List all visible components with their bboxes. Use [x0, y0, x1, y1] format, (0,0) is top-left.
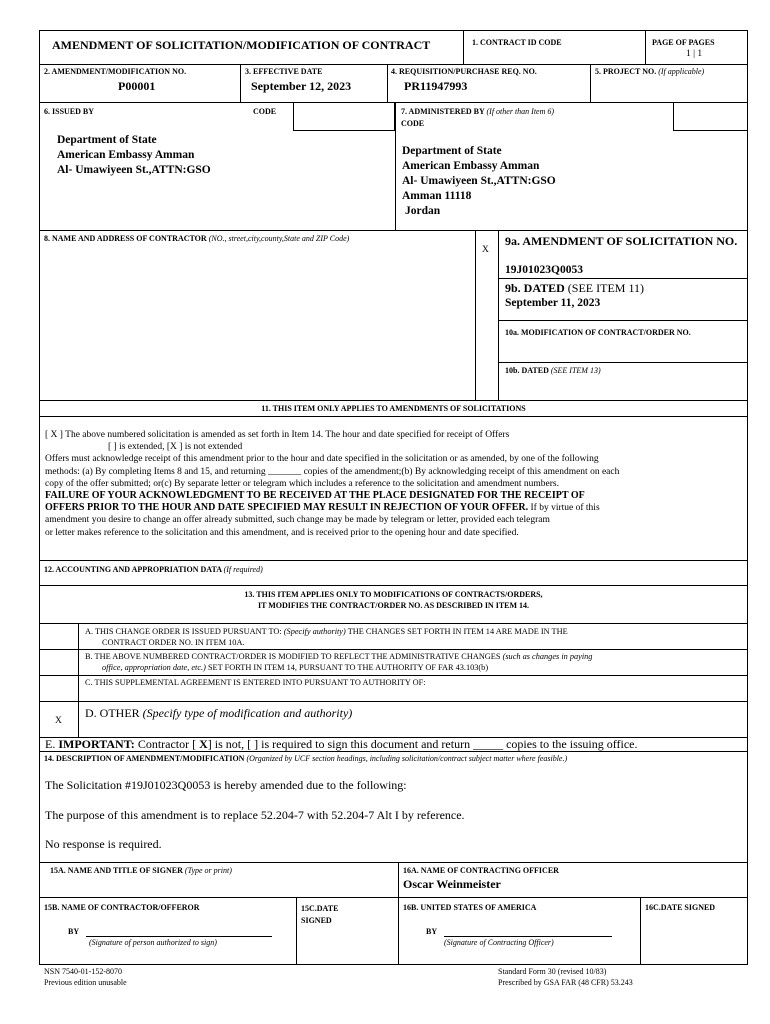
issued-by-code-label: CODE: [253, 107, 277, 116]
administered-code-box: [673, 102, 748, 131]
item16c-label: 16C.DATE SIGNED: [645, 903, 716, 912]
item15b-label: 15B. NAME OF CONTRACTOR/OFFEROR: [44, 903, 200, 912]
contract-id-code-label: 1. CONTRACT ID CODE: [472, 38, 562, 47]
item13-option-d: D. OTHER (Specify type of modification and authority): [85, 706, 353, 720]
item16a-value: Oscar Weinmeister: [403, 877, 501, 891]
issued-by-label: 6. ISSUED BY: [44, 107, 95, 116]
item11-body: [ X ] The above numbered solicitation is amended as set forth in Item 14. The hour and date specified for receipt of Offers [ ] is extended, [X ] is not extended Offers must acknowledge receipt of this amendment prior to the hour and date specified in the solicitation or as amended, by one of the following methods: (a) By completing Items 8 and 15, and returning _______ copies of the amendment;(b) By acknowledging receipt of this amendment on each copy of the offer submitted; or(c) By separate letter or telegram which includes a reference to the solicitation and amendment numbers. FAILURE OF YOUR ACKNOWLEDGMENT TO BE RECEIVED AT THE PLACE DESIGNATED FOR THE RECEIPT OF OFFERS PRIOR TO THE HOUR AND DATE SPECIFIED MAY RESULT IN REJECTION OF YOUR OFFER. If by virtue of this amendment you desire to change an offer already submitted, such change may be made by telegram or letter, provided each telegram or letter makes reference to the solicitation and this amendment, and is received prior to the opening hour and date specified.: [45, 430, 620, 538]
item16b-signature-line[interactable]: [444, 936, 612, 937]
issued-by-address: Department of State American Embassy Amman Al- Umawiyeen St.,ATTN:GSO: [57, 134, 211, 176]
form-title: AMENDMENT OF SOLICITATION/MODIFICATION OF CONTRACT: [52, 38, 431, 52]
item15a-label: 15A. NAME AND TITLE OF SIGNER (Type or print): [50, 866, 232, 875]
item13-d-checkbox[interactable]: X: [55, 716, 62, 726]
item16b-label: 16B. UNITED STATES OF AMERICA: [403, 903, 537, 912]
item9a-value: 19J01023Q0053: [505, 264, 583, 276]
administered-code-label: CODE: [401, 119, 425, 128]
item9a-label: 9a. AMENDMENT OF SOLICITATION NO.: [505, 234, 738, 248]
item-e-important: E. IMPORTANT: Contractor [ X] is not, [ ] is required to sign this document and return _____ copies to the issuing office.: [45, 737, 638, 751]
item16a-label: 16A. NAME OF CONTRACTING OFFICER: [403, 866, 559, 875]
item15b-sig-hint: (Signature of person authorized to sign): [89, 938, 217, 947]
administered-by-label: 7. ADMINISTERED BY (If other than Item 6): [401, 107, 555, 116]
effective-date-label: 3. EFFECTIVE DATE: [245, 67, 323, 76]
item14-line1: The Solicitation #19J01023Q0053 is hereby amended due to the following:: [45, 778, 407, 792]
item12-label: 12. ACCOUNTING AND APPROPRIATION DATA (If required): [44, 565, 263, 574]
page-label: PAGE OF PAGES: [652, 38, 715, 47]
requisition-label: 4. REQUISITION/PURCHASE REQ. NO.: [391, 67, 537, 76]
item13-option-a: A. THIS CHANGE ORDER IS ISSUED PURSUANT TO: (Specify authority) THE CHANGES SET FORTH IN ITEM 14 ARE MADE IN THE CONTRACT ORDER NO. IN ITEM 10A.: [85, 627, 568, 647]
item13-heading: 13. THIS ITEM APPLIES ONLY TO MODIFICATIONS OF CONTRACTS/ORDERS, IT MODIFIES THE CONTRACT/ORDER NO. AS DESCRIBED IN ITEM 14.: [244, 590, 543, 610]
footer-right: Standard Form 30 (revised 10/83) Prescribed by GSA FAR (48 CFR) 53.243: [498, 967, 633, 987]
requisition-value: PR11947993: [404, 79, 468, 93]
item15b-by: BY: [68, 927, 80, 936]
item10a-label: 10a. MODIFICATION OF CONTRACT/ORDER NO.: [505, 328, 691, 337]
page-value: 1 | 1: [686, 49, 703, 59]
item9b-label: 9b. DATED (SEE ITEM 11): [505, 281, 645, 295]
administered-by-address: Department of State American Embassy Amman Al- Umawiyeen St.,ATTN:GSO Amman 11118 Jordan: [402, 145, 556, 217]
amendment-no-label: 2. AMENDMENT/MODIFICATION NO.: [44, 67, 187, 76]
effective-date-value: September 12, 2023: [251, 79, 352, 93]
item13-option-c: C. THIS SUPPLEMENTAL AGREEMENT IS ENTERED INTO PURSUANT TO AUTHORITY OF:: [85, 678, 426, 687]
item13-option-b: B. THE ABOVE NUMBERED CONTRACT/ORDER IS MODIFIED TO REFLECT THE ADMINISTRATIVE CHANGES (such as changes in paying office, appropriation date, etc.) SET FORTH IN ITEM 14, PURSUANT TO THE AUTHORITY OF FAR 43.103(b): [85, 652, 593, 672]
item9a-checkbox[interactable]: X: [482, 245, 489, 255]
amendment-no-value: P00001: [118, 79, 156, 93]
project-no-label: 5. PROJECT NO. (If applicable): [595, 67, 705, 76]
item14-line3: No response is required.: [45, 837, 162, 851]
item14-label: 14. DESCRIPTION OF AMENDMENT/MODIFICATION (Organized by UCF section headings, including solicitation/contract subject matter where feasible.): [44, 754, 568, 763]
item15c-label: 15C.DATE SIGNED: [301, 904, 339, 925]
item11-heading: 11. THIS ITEM ONLY APPLIES TO AMENDMENTS OF SOLICITATIONS: [261, 404, 526, 413]
item9b-value: September 11, 2023: [505, 297, 601, 309]
item16b-sig-hint: (Signature of Contracting Officer): [444, 938, 554, 947]
contractor-label: 8. NAME AND ADDRESS OF CONTRACTOR (NO., street,city,county,State and ZIP Code): [44, 234, 350, 243]
item16b-by: BY: [426, 927, 438, 936]
footer-left: NSN 7540-01-152-8070 Previous edition unusable: [44, 967, 127, 987]
issued-by-code-box: [293, 102, 395, 131]
item10b-label: 10b. DATED (SEE ITEM 13): [505, 366, 601, 375]
item14-line2: The purpose of this amendment is to replace 52.204-7 with 52.204-7 Alt I by reference.: [45, 808, 465, 822]
item15b-signature-line[interactable]: [86, 936, 272, 937]
